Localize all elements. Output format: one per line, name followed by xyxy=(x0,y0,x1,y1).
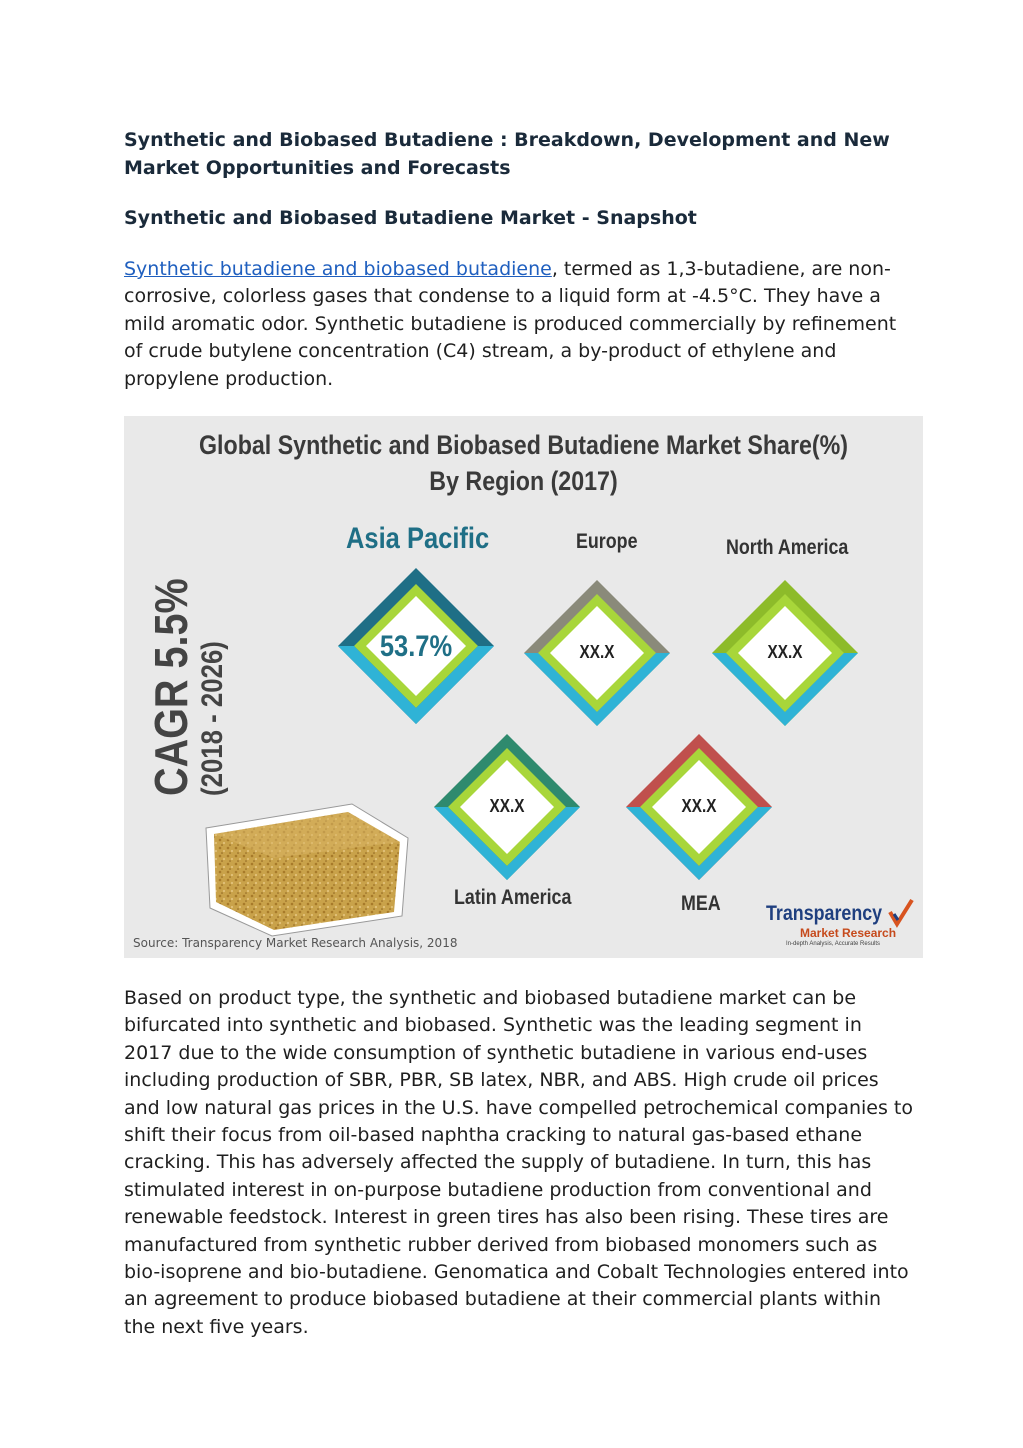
product-type-paragraph: Based on product type, the synthetic and biobased butadiene market can be bifurcated into synthetic and biobased. Synthetic was the leading segment in 2017 due to the wide consumption of synthetic butadiene in various end-uses including production of SBR, PBR, SB latex, NBR, and ABS. High crude oil prices and low natural gas prices in the U.S. have compelled petrochemical companies to shift their focus from oil-based naphtha cracking to natural gas-based ethane cracking. This has adversely affected the supply of butadiene. In turn, this has stimulated interest in on-purpose butadiene production from conventional and renewable feedstock. Interest in green tires has also been rising. These tires are manufactured from synthetic rubber derived from biobased monomers such as bio-isoprene and bio-butadiene. Genomatica and Cobalt Technologies entered into an agreement to produce biobased butadiene at their commercial plants within the next five years. xyxy=(124,987,913,1338)
diamond-value-mea: XX.X xyxy=(681,796,717,816)
diamond-value-asia-pacific: 53.7% xyxy=(379,630,453,663)
logo-subtitle: Market Research xyxy=(800,926,897,940)
diamond-europe xyxy=(522,578,672,728)
cagr-years: (2018 - 2026) xyxy=(196,641,229,796)
cagr-label xyxy=(146,536,230,796)
region-label-europe: Europe xyxy=(576,530,638,553)
cagr-value: CAGR 5.5% xyxy=(145,578,197,796)
infographic-subtitle: By Region (2017) xyxy=(429,466,618,496)
transparency-logo xyxy=(764,902,914,954)
logo-tagline: In-depth Analysis, Accurate Results xyxy=(786,941,881,947)
market-share-infographic xyxy=(124,416,923,958)
logo-name: Transparency xyxy=(766,902,883,925)
snapshot-heading: Synthetic and Biobased Butadiene Market - Snapshot xyxy=(124,207,697,229)
diamond-value-europe: XX.X xyxy=(579,642,615,662)
document-title: Synthetic and Biobased Butadiene : Breakdown, Development and New Market Opportunities and Forecasts xyxy=(124,129,890,179)
diamond-north-america xyxy=(710,578,860,728)
region-label-mea: MEA xyxy=(681,892,721,915)
diamond-value-latin-america: XX.X xyxy=(489,796,525,816)
region-label-north-america: North America xyxy=(726,536,849,559)
intro-paragraph xyxy=(124,256,914,393)
diamond-asia-pacific xyxy=(336,566,496,726)
intro-text: , termed as 1,3-butadiene, are non-corrosive, colorless gases that condense to a liquid form at -4.5°C. They have a mild aromatic odor. Synthetic butadiene is produced commercially by refinement of crude butylene concentration (C4) stream, a by-product of ethylene and propylene production. xyxy=(124,258,897,390)
rubber-bale-image xyxy=(202,798,412,938)
source-note: Source: Transparency Market Research Analysis, 2018 xyxy=(133,936,458,950)
diamond-value-north-america: XX.X xyxy=(767,642,803,662)
diamond-mea xyxy=(624,732,774,882)
infographic-title: Global Synthetic and Biobased Butadiene Market Share(%) xyxy=(198,430,849,460)
butadiene-link[interactable]: Synthetic butadiene and biobased butadiene xyxy=(124,258,552,280)
diamond-latin-america xyxy=(432,732,582,882)
region-label-asia-pacific: Asia Pacific xyxy=(346,522,490,555)
region-label-latin-america: Latin America xyxy=(454,886,572,909)
